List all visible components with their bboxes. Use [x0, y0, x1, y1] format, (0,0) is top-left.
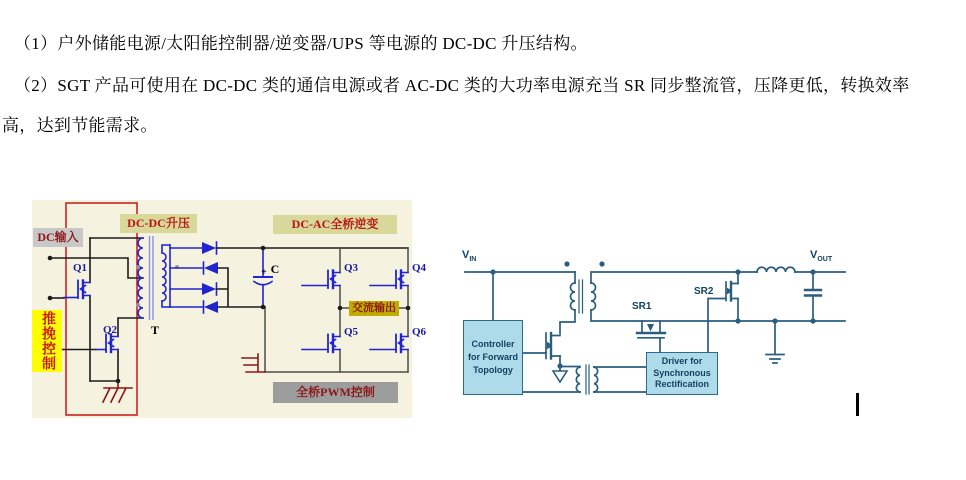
- q6-label: Q6: [411, 326, 427, 338]
- full-bridge-pwm-label: 全桥PWM控制: [273, 382, 398, 403]
- main-transformer: [564, 261, 604, 313]
- paragraph-line-1[interactable]: （1）户外储能电源/太阳能控制器/逆变器/UPS 等电源的 DC-DC 升压结构。: [14, 34, 588, 53]
- push-pull-control-label: 推挽控制: [32, 310, 62, 372]
- sr1-label: SR1: [632, 301, 652, 312]
- output-capacitor: [805, 272, 821, 321]
- q5-label: Q5: [343, 326, 359, 338]
- controller-box: Controller for Forward Topology: [463, 320, 523, 395]
- dcac-inverter-label: DC-AC全桥逆变: [273, 215, 397, 234]
- sr2-label: SR2: [694, 286, 714, 297]
- capacitor-plus-sign: +: [261, 267, 267, 278]
- q3-label: Q3: [343, 262, 359, 274]
- gate-drive-transformer: [523, 365, 646, 394]
- vout-main: V: [810, 249, 818, 261]
- forward-converter-figure[interactable]: [448, 236, 858, 411]
- transformer-label: T: [150, 323, 159, 337]
- q1-label: Q1: [72, 262, 88, 274]
- mosfet-sr2: [708, 272, 738, 352]
- vout-label: [810, 249, 832, 263]
- text-cursor[interactable]: [856, 393, 859, 416]
- vin-sub: IN: [469, 256, 477, 264]
- dc-input-label: DC输入: [33, 228, 83, 247]
- vout-sub: OUT: [817, 256, 833, 264]
- vin-main: V: [462, 249, 470, 261]
- push-pull-inverter-figure[interactable]: [26, 196, 427, 424]
- q4-label: Q4: [411, 262, 427, 274]
- paragraph-line-2[interactable]: （2）SGT 产品可使用在 DC-DC 类的通信电源或者 AC-DC 类的大功率电源充当 SR 同步整流管，压降更低，转换效率: [14, 76, 910, 95]
- q2-label: Q2: [102, 324, 118, 336]
- capacitor-label: C: [270, 262, 280, 276]
- output-inductor: [738, 267, 845, 272]
- mosfet-forward-switch: [523, 333, 560, 366]
- driver-box: Driver for Synchronous Rectification: [646, 352, 718, 395]
- paragraph-line-3[interactable]: 高，达到节能需求。: [2, 116, 158, 135]
- ac-output-label: 交流输出: [349, 301, 399, 316]
- mosfet-sr1: [637, 321, 665, 352]
- vin-label: [462, 249, 476, 263]
- ground-output: [766, 321, 784, 363]
- dcdc-boost-label: DC-DC升压: [120, 214, 197, 233]
